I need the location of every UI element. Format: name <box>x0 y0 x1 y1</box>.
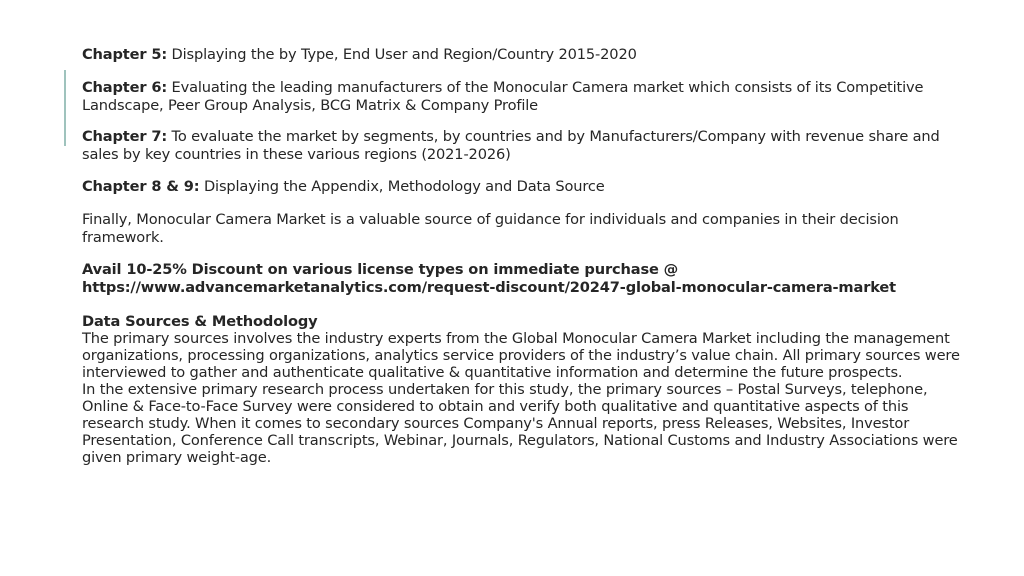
methodology-title: Data Sources & Methodology <box>82 313 318 330</box>
chapter-6-paragraph <box>82 79 962 115</box>
chapter-5-text: Displaying the by Type, End User and Region/Country 2015-2020 <box>167 46 637 63</box>
methodology-section <box>82 313 962 466</box>
slide-content <box>82 46 962 466</box>
chapter-8-9-text: Displaying the Appendix, Methodology and Data Source <box>199 178 605 195</box>
chapter-7-paragraph <box>82 128 962 164</box>
chapter-8-9-label: Chapter 8 & 9: <box>82 178 200 195</box>
finally-paragraph: Finally, Monocular Camera Market is a valuable source of guidance for individuals and companies in their decision framework. <box>82 211 899 246</box>
chapter-8-9-paragraph <box>82 178 962 196</box>
discount-offer <box>82 261 962 297</box>
chapter-5-paragraph <box>82 46 962 64</box>
discount-url-link[interactable]: https://www.advancemarketanalytics.com/request-discount/20247-global-monocular-camera-market <box>82 279 896 296</box>
discount-offer-text: Avail 10-25% Discount on various license types on immediate purchase @ <box>82 261 679 278</box>
chapter-7-text: To evaluate the market by segments, by countries and by Manufacturers/Company with revenue share and sales by key countries in these various regions (2021-2026) <box>82 128 940 163</box>
methodology-paragraph-1 <box>82 313 962 381</box>
chapter-6-label: Chapter 6: <box>82 79 168 96</box>
chapter-7-label: Chapter 7: <box>82 128 168 145</box>
methodology-text-1: The primary sources involves the industry experts from the Global Monocular Camera Market including the management organizations, processing organizations, analytics service providers of the industry’s value chain. All primary sources were interviewed to gather and authenticate qualitative & quantitative information and determine the future prospects. <box>82 330 960 381</box>
accent-line <box>64 70 66 146</box>
chapter-5-label: Chapter 5: <box>82 46 168 63</box>
methodology-paragraph-2: In the extensive primary research process undertaken for this study, the primary sources – Postal Surveys, telephone, Online & Face-to-Face Survey were considered to obtain and verify both qualitative and quantitative aspects of this research study. When it comes to secondary sources Company's Annual reports, press Releases, Websites, Investor Presentation, Conference Call transcripts, Webinar, Journals, Regulators, National Customs and Industry Associations were given primary weight-age. <box>82 381 958 466</box>
chapter-6-text: Evaluating the leading manufacturers of the Monocular Camera market which consists of its Competitive Landscape, Peer Group Analysis, BCG Matrix & Company Profile <box>82 79 924 114</box>
